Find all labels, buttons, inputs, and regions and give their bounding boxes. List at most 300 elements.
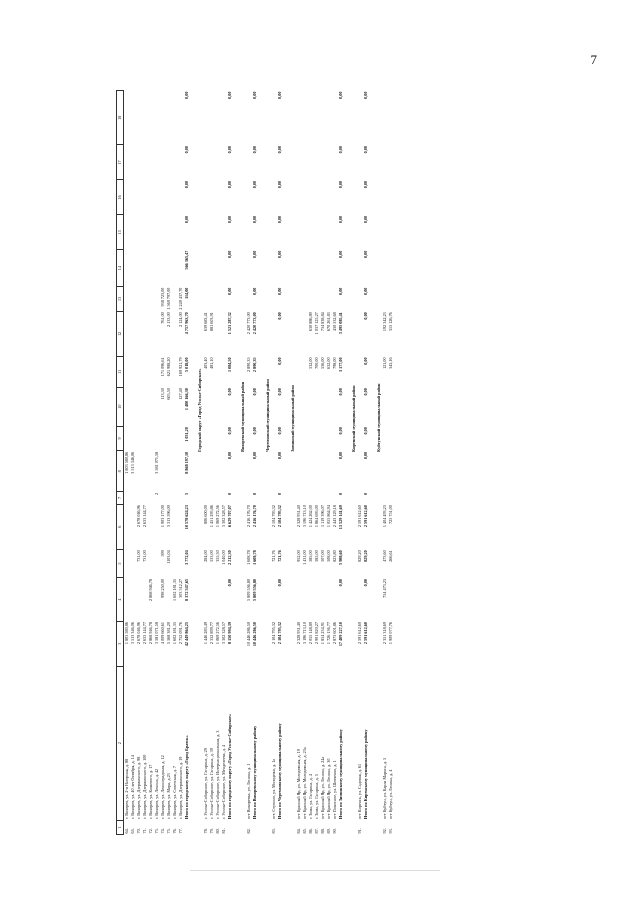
value-cell: 1 031,20	[184, 427, 189, 442]
row-number-cell: 90.	[332, 828, 337, 834]
value-cell: 3 196 713,10	[302, 505, 307, 528]
row-number-cell: 85.	[302, 828, 307, 834]
value-cell: 3 177,00	[338, 357, 343, 373]
value-cell	[388, 451, 394, 492]
value-cell: 1 424 262,00	[308, 505, 313, 528]
value-cell: 4 009 660,61	[160, 622, 165, 645]
address-cell: г. Усолье-Сибирское, ул. Гагарина, д. 39	[209, 748, 214, 820]
row-number-cell: 75.	[166, 828, 171, 834]
value-cell: 721,76	[277, 550, 282, 562]
spacer-cell	[233, 91, 240, 835]
value-cell: 2 890,35	[246, 357, 251, 373]
column-header: 13	[117, 287, 124, 312]
value-cell: 113,30	[160, 388, 165, 400]
spacer-row	[258, 91, 265, 835]
value-cell: 1 521 287,32	[227, 312, 232, 335]
value-cell: 0,00	[338, 180, 343, 189]
value-cell: 0,00	[252, 451, 257, 460]
value-cell: 2 133,00	[166, 312, 171, 327]
value-cell: 5 568 381,20	[166, 622, 171, 645]
value-cell: 1 055 864,94	[326, 505, 331, 528]
value-cell: 881 603,91	[209, 312, 214, 332]
value-cell: 0,00	[277, 91, 282, 99]
value-cell: 998 250,00	[160, 578, 165, 598]
value-cell: 10 446 286,50	[252, 622, 257, 647]
value-cell	[388, 250, 394, 287]
value-cell: 2 633 144,77	[142, 622, 147, 645]
value-cell: 599	[160, 550, 165, 557]
value-cell: 8 372 547,65	[184, 578, 189, 601]
row-number-cell: 89.	[326, 828, 331, 834]
table-body	[124, 91, 395, 835]
value-cell: 0,00	[277, 427, 282, 435]
address-cell: пгт Красный Яр, ул. Молодежная, д. 19	[296, 749, 301, 820]
address-cell: Итого по Черемховскому муниципальному району	[277, 723, 282, 820]
value-cell: 2	[154, 492, 159, 495]
value-cell: 0,00	[252, 287, 257, 295]
value-cell	[388, 145, 394, 180]
value-cell	[388, 91, 394, 146]
value-cell: 2 678 046,96	[136, 622, 141, 645]
value-cell: 0,00	[338, 287, 343, 295]
column-header: 5	[117, 549, 124, 578]
row-number-cell: 65.	[130, 828, 135, 834]
value-cell: 2 332 899,77	[209, 622, 214, 645]
value-cell: 0,00	[252, 146, 257, 154]
value-cell: 0	[338, 492, 343, 495]
row-number-cell: 76.	[172, 828, 177, 834]
value-cell: 2 328 931,40	[296, 622, 301, 645]
value-cell: 0,00	[363, 250, 368, 258]
section-heading: Вихоревский муниципальный район	[240, 381, 245, 452]
value-cell: 829,20	[363, 550, 368, 562]
column-header: 16	[117, 180, 124, 215]
value-cell: 114,00	[184, 287, 189, 299]
value-cell: 585,00	[314, 550, 319, 562]
value-cell: 2 104 795,32	[277, 622, 282, 645]
value-cell: 3 513 346,06	[130, 451, 135, 474]
value-cell: 761,00	[160, 312, 165, 324]
value-cell: 0,00	[363, 578, 368, 587]
value-cell: 721,76	[271, 550, 276, 562]
address-cell: Итого по Вихоревскому муниципальному району	[252, 725, 257, 820]
value-cell: 3 581 071,58	[154, 622, 159, 645]
value-cell: 1 069 272,56	[215, 622, 220, 645]
value-cell: 1 451 295,86	[209, 505, 214, 528]
value-cell: 806 600,00	[203, 505, 208, 524]
scan-artifact	[190, 870, 440, 871]
address-cell: г. Усолье-Сибирское, ул. Менделеева, д. 4	[221, 745, 226, 820]
value-cell: 0,00	[227, 287, 232, 295]
spacer-row	[233, 91, 240, 835]
value-cell: 3 581 071,58	[154, 451, 159, 474]
spacer-cell	[283, 91, 290, 835]
row-number-cell: 91.	[357, 828, 362, 834]
value-cell: 3 513 346,06	[130, 622, 135, 645]
value-cell: 1 400 166,30	[184, 388, 189, 411]
value-cell	[388, 287, 394, 312]
value-cell: 0,00	[227, 215, 232, 224]
value-cell: 13 529 141,69	[338, 505, 343, 530]
row-number-cell: 92.	[382, 828, 387, 834]
value-cell: 0,00	[277, 287, 282, 295]
row-number-cell: 80.	[215, 828, 220, 834]
value-cell: 2 104 795,32	[271, 622, 276, 645]
value-cell: 2 443 129,18	[332, 505, 337, 528]
value-cell: 0,00	[277, 451, 282, 460]
address-cell: пгт Красный Яр, ул. Ленина, д. 24а	[320, 756, 325, 820]
value-cell: 3 302 328,57	[221, 622, 226, 645]
rotated-table-container	[116, 90, 524, 835]
value-cell: 2 890,35	[252, 357, 257, 373]
value-cell: 532,00	[308, 357, 313, 369]
value-cell: 632,00	[326, 357, 331, 369]
value-cell: 1 726 136,77	[326, 622, 331, 645]
value-cell: 355,30	[215, 550, 220, 562]
value-cell: 823,80	[332, 550, 337, 562]
column-header: 10	[117, 387, 124, 426]
value-cell: 1 803 580,86	[124, 451, 129, 474]
value-cell: 700,00	[314, 357, 319, 369]
value-cell: 169 921,79	[178, 357, 183, 377]
column-header: 12	[117, 311, 124, 356]
value-cell: 731,00	[142, 550, 147, 562]
value-cell: 0,00	[338, 91, 343, 99]
address-cell: г. Усолье-Сибирское, ул. Интернациональная, д. 3	[215, 730, 220, 820]
value-cell: 533,00	[209, 550, 214, 562]
value-cell: 639 683,41	[203, 312, 208, 332]
value-cell: 566 365,47	[184, 250, 189, 270]
row-number-cell: 87.	[314, 828, 319, 834]
value-cell: 0,00	[184, 180, 189, 189]
column-header: 2	[117, 666, 124, 820]
row-number-cell: 88.	[320, 828, 325, 834]
address-cell: пгт. Ступино, ул. Молодежи, д. 1а	[271, 758, 276, 820]
value-cell: 315 126,76	[388, 312, 393, 332]
value-cell: 731,00	[136, 550, 141, 562]
value-cell: 0,00	[227, 250, 232, 258]
row-number-cell: 81.	[221, 828, 226, 834]
value-cell: 17 409 227,10	[338, 622, 343, 647]
value-cell: 0,00	[338, 578, 343, 587]
column-header: 11	[117, 356, 124, 387]
value-cell: 2 249 437,70	[178, 287, 183, 310]
value-cell: 1 569 797,00	[166, 287, 171, 310]
value-cell	[388, 180, 394, 215]
row-number-cell: 93.	[388, 828, 393, 834]
value-cell: 1 431,00	[302, 550, 307, 565]
column-header: 9	[117, 426, 124, 451]
value-cell: 0,00	[227, 578, 232, 587]
address-cell: г. Вихорев, ул. Ленинградская, д. 12	[160, 755, 165, 820]
value-cell: 6 629 707,07	[227, 505, 232, 528]
value-cell: 4 757 963,70	[184, 312, 189, 335]
value-cell: 171 096,61	[160, 357, 165, 377]
row-number-cell: 86.	[308, 828, 313, 834]
value-cell	[388, 215, 394, 250]
value-cell: 1 608,78	[246, 550, 251, 565]
value-cell: 2 591 612,60	[357, 622, 362, 645]
value-cell: 5 809 556,80	[246, 578, 251, 601]
row-number-cell: 73.	[154, 828, 159, 834]
value-cell: 8 868 197,10	[184, 451, 189, 474]
value-cell: 2 328 931,40	[296, 505, 301, 528]
value-cell: 734 838,84	[320, 312, 325, 332]
row-number-cell: 77.	[178, 828, 183, 834]
value-cell: 1 909 077,76	[388, 622, 393, 645]
address-cell: пгт Покосное, ул. Шевченко, д. 1	[332, 760, 337, 820]
address-cell: г. Вихорев, ул. Дзержинского, д. 98	[136, 756, 141, 820]
spacer-row	[283, 91, 290, 835]
address-cell: г. Вихорев, ул. Дзержинского, д. 19	[178, 756, 183, 820]
value-cell: 2 420 773,00	[246, 312, 251, 335]
column-header: 3	[117, 621, 124, 666]
value-cell: 725 751,00	[388, 505, 393, 524]
value-cell: 2 868 946,78	[148, 578, 153, 601]
value-cell: 621 988,20	[166, 357, 171, 377]
address-cell: г. Усолье-Сибирское, ул. Гагарина, д. 29	[203, 748, 208, 820]
value-cell: 605,50	[166, 388, 171, 400]
section-heading: Черемховский муниципальный район	[265, 379, 270, 452]
value-cell: 121,00	[382, 357, 387, 369]
value-cell: 2 212,30	[227, 550, 232, 565]
value-cell: 938 723,00	[160, 287, 165, 307]
value-cell: 0,00	[227, 180, 232, 189]
value-cell: 1 069 272,56	[215, 505, 220, 528]
value-cell: 3 313 596,00	[166, 505, 171, 528]
page-number: 7	[590, 52, 597, 67]
value-cell: 2 633 144,77	[142, 505, 147, 528]
value-cell: 0,00	[277, 357, 282, 365]
value-cell	[388, 387, 394, 426]
address-cell: г. Вихорев, ул. 2-я Нагорная, д. 88	[124, 758, 129, 820]
value-cell	[388, 492, 394, 504]
value-cell: 403,40	[203, 357, 208, 369]
value-cell: 3 772,04	[184, 550, 189, 565]
row-number-cell: 82.	[246, 828, 251, 834]
value-cell: 2 752 091,76	[178, 622, 183, 645]
value-cell: 0,00	[363, 451, 368, 460]
value-cell: 1 040,00	[221, 550, 226, 565]
value-cell: 0	[363, 492, 368, 495]
value-cell: 3 495 085,41	[338, 312, 343, 335]
value-cell: 473,60	[382, 550, 387, 562]
value-cell: 127,40	[178, 388, 183, 400]
value-cell: 0,00	[363, 427, 368, 435]
spacer-row	[344, 91, 351, 835]
value-cell: 0,00	[338, 215, 343, 224]
value-cell: 0,00	[184, 146, 189, 154]
address-cell: г. Вихорев, ул. Дзержинского, д. 100	[142, 754, 147, 820]
value-cell: 430 532,68	[332, 312, 337, 332]
value-cell: 3 196 713,10	[302, 622, 307, 645]
address-cell: пгт Красный Яр, ул. Ленина, д. 30	[326, 758, 331, 820]
value-cell: 0,00	[277, 250, 282, 258]
value-cell: 2 104 795,32	[277, 505, 282, 528]
value-cell: 0,00	[338, 388, 343, 396]
address-cell: г. Вихорев, ул. Советская, д. 7	[172, 766, 177, 820]
value-cell: 0,00	[252, 180, 257, 189]
value-cell	[388, 426, 394, 451]
header-row	[117, 91, 124, 835]
value-cell: 952,00	[296, 550, 301, 562]
value-cell: 0	[277, 492, 282, 495]
column-header: 18	[117, 91, 124, 146]
value-cell: 0,00	[277, 388, 282, 396]
value-cell: 2 416 176,70	[246, 505, 251, 528]
address-cell: г. Вихорев, ул. 40 лет Октября, д. 14	[130, 755, 135, 820]
column-header: 7	[117, 492, 124, 504]
section-heading: Зиминский муниципальный район	[290, 385, 295, 452]
value-cell: 2 055 148,89	[308, 622, 313, 645]
address-cell: Итого по Зиминскому муниципальному району	[338, 729, 343, 820]
column-header: 17	[117, 145, 124, 180]
value-cell: 0,00	[277, 146, 282, 154]
value-cell: 8 150 994,39	[227, 622, 232, 645]
value-cell: 1 903 177,00	[160, 505, 165, 528]
row-number-cell: 74.	[160, 828, 165, 834]
address-cell: пгт Куйтун, ул. Карла Маркса, д. 5	[382, 757, 387, 820]
value-cell: 0,00	[184, 91, 189, 99]
value-cell: 1 608,78	[252, 550, 257, 565]
address-cell: Итого по городскому округу «Город Братск»	[184, 735, 189, 820]
section-heading: Куйтунский муниципальный район	[376, 383, 381, 452]
row-number-cell: 72.	[148, 828, 153, 834]
value-cell: 266,61	[388, 550, 393, 562]
section-heading: Городской округ «Город Усолье-Сибирское»	[197, 368, 202, 452]
column-header: 1	[117, 820, 124, 834]
value-cell: 0,00	[363, 91, 368, 99]
value-cell	[388, 578, 394, 621]
row-number-cell: 83.	[271, 828, 276, 834]
value-cell: 0,00	[227, 146, 232, 154]
value-cell: 0,00	[252, 250, 257, 258]
spacer-cell	[258, 91, 265, 835]
value-cell: 2 678 046,96	[136, 505, 141, 528]
value-cell: 0,00	[227, 427, 232, 435]
spacer-cell	[369, 91, 376, 835]
value-cell: 192 342,23	[382, 312, 387, 332]
column-header: 8	[117, 451, 124, 492]
value-cell: 798,00	[332, 357, 337, 369]
row-number-cell: 79.	[209, 828, 214, 834]
value-cell: 508,00	[326, 550, 331, 562]
value-cell: 0,00	[277, 215, 282, 224]
value-cell: 1103,04	[166, 550, 171, 564]
value-cell: 481,10	[209, 357, 214, 369]
value-cell: 5 018,00	[184, 357, 189, 373]
value-cell: 507,00	[320, 550, 325, 562]
value-cell: 2 901 820,27	[314, 622, 319, 645]
value-cell: 0,00	[338, 250, 343, 258]
row-number-cell: 71.	[142, 828, 147, 834]
column-header: 14	[117, 250, 124, 287]
value-cell: 0,00	[338, 146, 343, 154]
value-cell: 0	[252, 492, 257, 495]
address-cell: г. Вихорев, ул. Ленина, д. 42	[154, 768, 159, 820]
value-cell: 829,20	[357, 550, 362, 562]
value-cell: 10 446 286,50	[246, 622, 251, 647]
value-cell: 5	[184, 492, 189, 495]
value-cell: 2 868 946,78	[148, 622, 153, 645]
value-cell: 2 591 612,60	[363, 505, 368, 528]
table-row	[388, 91, 394, 835]
spacer-cell	[190, 91, 197, 835]
spacer-cell	[344, 91, 351, 835]
value-cell: 2 124,00	[178, 312, 183, 327]
column-header: 15	[117, 215, 124, 250]
value-cell: 0,00	[338, 451, 343, 460]
value-cell: 303 512,27	[178, 578, 183, 598]
value-cell: 0,00	[363, 388, 368, 396]
value-cell: 2 591 612,60	[363, 622, 368, 645]
value-cell: 1 119 396,07	[320, 505, 325, 527]
value-cell: 1 446 283,49	[203, 622, 208, 645]
value-cell: 0,00	[252, 91, 257, 99]
value-cell: 0,00	[338, 427, 343, 435]
value-cell: 670 261,83	[326, 312, 331, 332]
address-cell: г. Вихорев, ул. Кошевого, д. 17	[148, 764, 153, 820]
address-cell: г. Вихорев, ул. Мира, д.23	[166, 773, 171, 820]
value-cell: 0,00	[363, 357, 368, 365]
value-cell: 1 037 125,27	[314, 312, 319, 335]
column-header: 6	[117, 504, 124, 549]
value-cell: 1 602 181,35	[172, 622, 177, 645]
value-cell: 0,00	[184, 215, 189, 224]
value-cell: 42 449 864,25	[184, 622, 189, 647]
section-heading: Киренский муниципальный район	[351, 385, 356, 452]
data-table	[116, 90, 394, 835]
address-cell: Итого по городскому округу «Город Усолье-Сибирское»	[227, 714, 232, 820]
address-cell: Итого по Киренскому муниципальному району	[363, 729, 368, 820]
column-header: 4	[117, 578, 124, 621]
value-cell: 0,00	[252, 427, 257, 435]
value-cell: 2 351 318,69	[382, 622, 387, 645]
value-cell: 2 420 773,00	[252, 312, 257, 335]
row-number-cell: 64.	[124, 828, 129, 834]
value-cell: 2 591 612,60	[357, 505, 362, 528]
address-cell: пгт Куйтун, ул. Ленина, д. 4	[388, 769, 393, 820]
value-cell: 2 416 176,70	[252, 505, 257, 528]
address-cell: пгт Красный Яр, ул. Молодежная, д. 23а	[302, 747, 307, 820]
value-cell: 0,00	[277, 578, 282, 587]
value-cell: 585,00	[308, 550, 313, 562]
value-cell: 0	[227, 492, 232, 495]
value-cell: 0,00	[363, 287, 368, 295]
value-cell: 0,00	[363, 215, 368, 224]
value-cell: 0,00	[252, 388, 257, 396]
value-cell: 0,00	[252, 215, 257, 224]
value-cell: 1 602 181,35	[172, 578, 177, 601]
value-cell: 345,16	[388, 357, 393, 369]
value-cell: 0,00	[363, 312, 368, 320]
spacer-row	[190, 91, 197, 835]
value-cell: 5 809 556,80	[252, 578, 257, 601]
value-cell: 3 302 328,57	[221, 505, 226, 528]
address-cell: г. Зима, ул. Гагарина, д. 5	[314, 774, 319, 820]
value-cell: 0,00	[227, 91, 232, 99]
value-cell: 754 473,23	[382, 578, 387, 598]
value-cell: 0,00	[363, 180, 368, 189]
rotated-table	[116, 90, 524, 835]
value-cell: 556,00	[320, 357, 325, 369]
address-cell: пгт Вихоревка, ул. Ленина, д. 1	[246, 763, 251, 820]
value-cell: 2 104 795,32	[271, 505, 276, 528]
value-cell: 1 084,50	[227, 357, 232, 373]
value-cell: 2 873 601,86	[332, 622, 337, 645]
address-cell: пгт Киренск, ул. Садовая, д. 61	[357, 763, 362, 820]
value-cell: 0,00	[277, 312, 282, 320]
